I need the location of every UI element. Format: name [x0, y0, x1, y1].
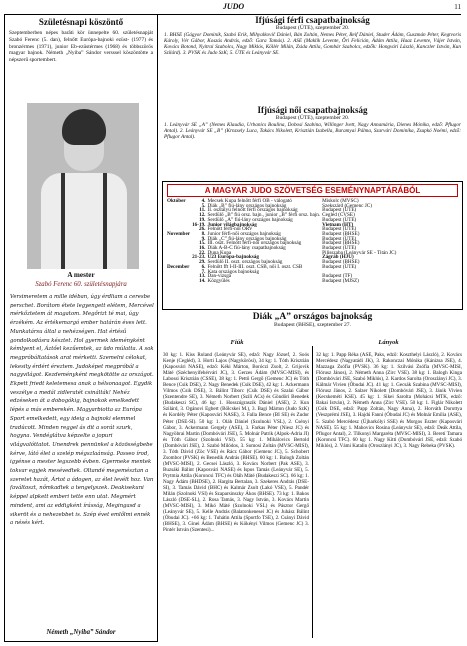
event-day: 29.	[198, 259, 206, 266]
event-title: Diák A-B-C fiú-lány csapatbajnokság	[207, 245, 286, 252]
event-title: Junior világbajnokság	[207, 221, 257, 228]
event-month: Október	[167, 198, 186, 204]
event-day: 11.	[199, 207, 206, 214]
event-day: 9.	[201, 235, 206, 242]
event-day: 16-19.	[192, 221, 206, 228]
women-team-title: Ifjúsági női csapatbajnokság	[257, 105, 368, 115]
event-day: 13.	[198, 273, 206, 280]
event-month	[167, 279, 192, 284]
event-place: Budapest (ÜTE)	[322, 216, 357, 223]
men-team-subtitle: Budapest (ÜTE), szeptember 20.	[275, 25, 350, 31]
event-title: Mecsek Kupa felnőtt férfi OB - válogató	[207, 198, 292, 204]
event-title: Duna Kupa	[207, 249, 232, 256]
event-title: II. osztályú felnőtt férfi országos bajnokság	[207, 207, 298, 214]
event-day: 4.	[201, 198, 206, 204]
event-day: 5.	[201, 202, 206, 209]
event-place: Budapest (ÜTE)	[322, 245, 357, 252]
birthday-title: Születésnapi köszöntő	[38, 17, 124, 27]
event-day: 12.	[198, 212, 206, 219]
photo-caption: A mester	[67, 271, 95, 279]
event-place: Vietnam (HT)	[322, 221, 354, 228]
event-title: III. oszt. Felnőtt férfi-női országos bajnokság	[207, 240, 302, 247]
poem-signature: Németh „Nyiba” Sándor	[46, 629, 116, 636]
event-place: Budapest (ÜTE)	[322, 207, 357, 214]
event-place: Budapest (ÜTE)	[322, 235, 357, 242]
event-title: Felnőtt fft I-II-III. oszt. CSB, női I. oszt. CSB	[207, 263, 303, 270]
event-day: 22.	[198, 249, 206, 256]
women-team-subtitle: Budapest (ÜTE), szeptember 20.	[275, 115, 350, 121]
girls-heading: Lányok	[378, 339, 399, 346]
student-title: Diák „A” országos bajnokság	[252, 312, 373, 322]
portrait-photo	[27, 103, 139, 269]
event-title: Serdülő „A” fiú-lány országos bajnokság	[207, 216, 293, 223]
event-place: Szekszárd (Gemenc JC)	[322, 202, 372, 209]
birthday-box	[4, 14, 158, 642]
men-team-article	[162, 15, 463, 103]
event-place: Budapest (BHSE)	[322, 259, 360, 266]
event-place: Budapest (ÜTE)	[322, 226, 357, 233]
event-title: Felnőtt férfi-női ORV	[207, 226, 253, 233]
event-day: 14.	[198, 277, 206, 284]
event-month: December	[167, 263, 190, 270]
event-place: Budapest (BHSE)	[322, 230, 360, 237]
event-title: Serdülő II. oszt. országos bajnokság	[207, 259, 283, 266]
event-title: Diák „C” fiú-lány országos bajnokság	[207, 235, 287, 242]
women-team-results: 1. Leányvár SE „A” (Nemes Klaudia, Urbanics Boulina, Dobosi Szabina, Willinger Ivett, Nagy Annamária, Dienes Mónika, edző: Pflugor Antal). 2. Leányvár SE „B” (Krnzsely Luca, Takács Nikolett, Krisztián Izabella, Baramyai Pálma, Szarvári Dominika, Zsupkó Noémi, edző: Pflugor Antal).	[164, 122, 461, 141]
event-day: 26.	[198, 226, 206, 233]
event-day: 19.	[198, 216, 206, 223]
event-place: Budapest (BHSE)	[322, 240, 360, 247]
event-day: 15.	[198, 240, 206, 247]
section-title: JUDO	[222, 2, 245, 11]
event-title: Dan-vizsga	[207, 273, 232, 280]
women-team-article	[162, 105, 463, 179]
event-day: 21-23.	[192, 254, 206, 261]
men-team-title: Ifjúsági férfi csapatbajnokság	[255, 15, 370, 25]
event-place: Pilisszaba (Leányvár SE - Titán JC)	[322, 249, 397, 256]
event-row	[167, 279, 398, 284]
girls-results: 32 kg: 1. Papp Réka (ASE, Paks, edző: Koszthelyi László), 2. Kovács Mercédesz (Nagyatádi JK), 3. Rakonczai Mónika (Kánizsa JSE), 4. Mazzaga Zsófia (PVSK). 36 kg: 1. Szilvási Zsófia (MVSC-MISI, Flórusz János), 2. Németh Anna (Zirc VSE). 38 kg: 1. Balogh Kinga (Dombóvári JSE, Szabó Miklós), 2. Kardos Sarolta (Oroszlányi JC), 3. Kálmár Vivien (Óbudai JC). 41 kg: 1. Gecsák Szabina (MVSC-MISI), Flórusz János, 2. Salzer Nikolett (Dombóvári JSE), 3. Jánik Vivien (Kecskeméti KSE). 45 kg: 1. Sikei Sarolta (Mohácsi MTK, edző: Bakai István), 2. Németh Anna (Zirc VSE). 50 kg: 1. Figlár Nikolett (Csik DSE, edző: Papp Zoltán, Nagy Anna), 2. Horváth Dorottya (Veszprémi JSE), 3. Hajdú Fanni (Óbudai JC) és Molnár Emília (ASE), 5. Szabó Mercédesz (Újharkólyi SSE) és Morgos Eszter (Kaposvári NASE). 55 kg: 1. Mahovics Rosina (Leányvár SE), edző: Deák Attila, Pflugor Antal), 2. Tilkonyi Margaréta (MVSC-MISI), 3. Beretí Tamara (Koroncsi TFC). 60 kg: 1. Nagy Kitti (Dombóvári JSE, edző: Szabó Miklós), 2. Vámi Katalin (Oroszlányi JC), 3. Nagy Rebeka (PVSK).	[316, 352, 462, 449]
event-place: Budapest (TF)	[322, 273, 353, 280]
event-title: Junior férfi-női országos bajnokság	[207, 230, 281, 237]
event-title: Közgyűlés	[207, 277, 230, 284]
event-place: Budapest (ÜTE)	[322, 263, 357, 270]
event-title: Diák „B” fiú-lány országos bajnokság	[207, 202, 287, 209]
event-month: November	[167, 230, 191, 237]
student-championship	[162, 312, 463, 644]
event-place: Budapest (MJSZ)	[322, 277, 359, 284]
events-heading: A MAGYAR JUDO SZÖVETSÉG ESEMÉNYNAPTÁRÁBÓL	[167, 184, 458, 197]
event-place: Cegléd (CVSE)	[322, 212, 355, 219]
event-title: Kata országos bajnokság	[207, 268, 260, 275]
birthday-intro: Szeptemberben népes barăti kör ünnepelte 60. születésnapját Szabó Ferenc (5. dan), felnőtt Európa-bajnoki ezüst- (1977) és bronzérmes (1971), junior Eb-ezüstérmes (1968) és többszörös magyar bajnok. Németh „Nyiba” Sándor versssel köszöntötte a népszerű sportembert.	[9, 30, 153, 64]
event-title: U23 Európa-bajnokság	[207, 254, 259, 261]
event-place: Zágráb (HJU)	[322, 254, 354, 261]
birthday-poem: Versimeretem a mille idéban, úgy érdliam a ceresbe perschet. Borátom étete legyengett elétem, Mercével mérkőztetem át magatom. Megőrizt té mai, úgy érzékém. Az értékemargó ember határán éves lett. Munkatársu által a nehézségen. Hat értésű gondolkodásra késztet. Hol gyermek ideményként kémlyent el, Áztőel kezűemtek, az üdo múlatta. A sok megpróbáltatások arat mérketti. Szemelni célokat, lekesity érdért éreztem. Judoképet megpróbál a nagyvilágot. Kezdeményként megkötötte az országot. Ekpett friedt keletemesa anak a hélsonaagot. Egydik veszélye a medál zidleratét csinálták! Nehéz edzéseken át a dobogókig, bajnokok emelkedett lépés a más emberekén. Magyarbiotta az Európa Sport emelkedett, egy ideig a bajnoki elemmel tradúcott. Minden reggel ás dit a sorát szurk, hogyna. Vendéglátva képzelte a jopuri világvalóttatot. Unendrek pennünkel a közösségbebe kérve, látó élet a szelép mégszlaánság. Passeo írod, igyénse a mester legszebb évben. Gyermeke mentek tokvar egyjek mesévedtek. Oltandé megemésztan a szeretet hazát, Ártot a ádogen, az élet levélt hoz. Van faváltoszt, nőmkadtek a tengelyszek. Deakisekuni képpel alpkett emberi tette enn utat. Megmért mindent, ami az eddigként írásság, Megingasd a sikeröt és a nehezebbet is. Szép évet emlőlmi ennék a nésés kért.	[10, 294, 154, 527]
photo-subcaption: Szabó Ferenc 60. születésnapjára	[35, 281, 127, 288]
event-title: Serdülő „B” fiú orsz. bajn., junior „B” férfi orsz. bajn.	[207, 212, 321, 219]
boys-results: 30 kg: 1. Kiss Roland (Leányvár SE), edző: Nagy József, 2. Soós Kenje (Cegléd), 3. Horti Lajos (Nagykörösi), 34 kg: 1. Tóth Krisztián (Kaposvári NASE), edző: Kéki Márton, Boróczi Zsolt, 2. Grijovik Máté (Széchenyifehérvári JC), 3. Gerzes Ádám (MVSC-MISI), és Labossi Krisztián (CSSE), 38 kg: 1. Pettő Gergő (Gemenc JC) és Tóth Bence (Csik DSE), 2. Nagy Benedek (Csik DSE), 42 kg: 1. Ackermann Vilmos (Csik DSE), 3. Bálint Tiborc (Csik DSE) és Szalai Gábor (Szentendre SE), 3. Németh Norbert (Szili ACs) és Göndöri Benedek (Budakeszi SC), 46 kg: 1. Hosszúgraszik Dániel (ASE), 2. Kun Szilárd, 3. Ogánovi Egbert (Bölcskei M.), 3. Bagi Márton (Judo SzK) és Kordély Péter (Kaposvári NASE), 3. Falla Bence (BI SE) és Zudor Péter (DSE-SI). 50 kg: 1. Oláh Dániel (Szolnoki VSL), 2. Csényi Gábor, 3. Ackermann Gergely (ASE), 3. Farkas Péter (Niesz JC) és Nagyöbrai Martin (Dombóvári JSE), 5. Molnár Patrik (Alpok-Adria JI) és Tóth Gábor (Szolnoki VSI). 55 kg: 1. Mihálovics Bertold (Dombóvári JSE), 2. Szabó Milódos, 3. Somosi Zoltán (MVSC-MISI), 3. Tóth Dávid (Zöc VSE) és Rácz Gábor (Gemenc JC), 5. Schobert Zsombor (PVSK) és Benedik András (BHSE). 60 kg: 1. Balogh Zoltán (MVSC-MISI), 2. Gecsei László, 3. Kovács Norbert (Pak ASE), 3. Buzsáki Bálint (Kaposvári NASE) és Ispos Tamás (Leányvár SE), 5. Prytmia Attila (Koroncsi TFC) és Oláh Máté (Budakeszi SC). 66 kg: 1. Nagy Ádám (BHDSE), 2. Hargita Bertalan, 3. Szekeres András (DSE-SI), 3. Tamás Dávid (BHC) és Kalmár Zsolt (Lakó VSE), 5. Pandér Milán (Szolnoki VSI) és Szaparsinszky Ákos (BHSE). 73 kg: 1. Bakos László (DSE-SL), 2. Rosa Tamás, 3. Nagy István, 3. Kovács Martin (MVSC-MISI), 3. Mikó Máté (Szolnoki VSL) és Pásztor Gergő (Leányvár SE), 5. Kelle András (Balatonkenesei JC) és Juhász Bálint (Óbudai JC). +66 kg: 1. Tuhátin Attila (Sportfo TSE), 2. Csányi Dávid (BHSE), 3. Ginei Ádám (BHSE) és Kökényi Vilmos (Gemenc JC) 3. Pintér István (Szentesi)...	[163, 352, 309, 534]
student-subtitle: Budapest (BHSE), szeptember 27.	[274, 322, 351, 328]
event-day: 8.	[201, 230, 206, 237]
boys-heading: Fiúk	[230, 339, 244, 346]
event-day: 16.	[198, 245, 206, 252]
men-team-results: 1. BHSE (Gágyor Dominik, Szabó Erik, Mihyalkovič Dániel, Bán Zoltán, Nemes Péter, Reif Dániel, Studer Ádám, Guszmán Péter, Kegtvoris Károly, Vér Gábor, Koszás András, edző: Gara Tamás). 2. ASE (Maklik Levente, Őri Felicián, Ádám Attila, Haaz Levente, Vájer István, Kovács Botond, Nyitrai Szabolcs, Nagy Miklós, Köllér Milán, Zsida Attila, Gombár Szabolcs, edzők: Hongvári László, Kanczler István, Kun Szilárd). 3. PVSK és Judo SzK; 5. ÜTE és Leányvár SE.	[164, 32, 461, 57]
event-place: Miskolc (MVSC)	[322, 198, 359, 204]
events-table	[167, 199, 398, 284]
event-day: 7.	[201, 268, 206, 275]
page-number: 11	[454, 3, 461, 11]
events-calendar	[162, 181, 463, 310]
event-day: 6.	[201, 263, 206, 270]
